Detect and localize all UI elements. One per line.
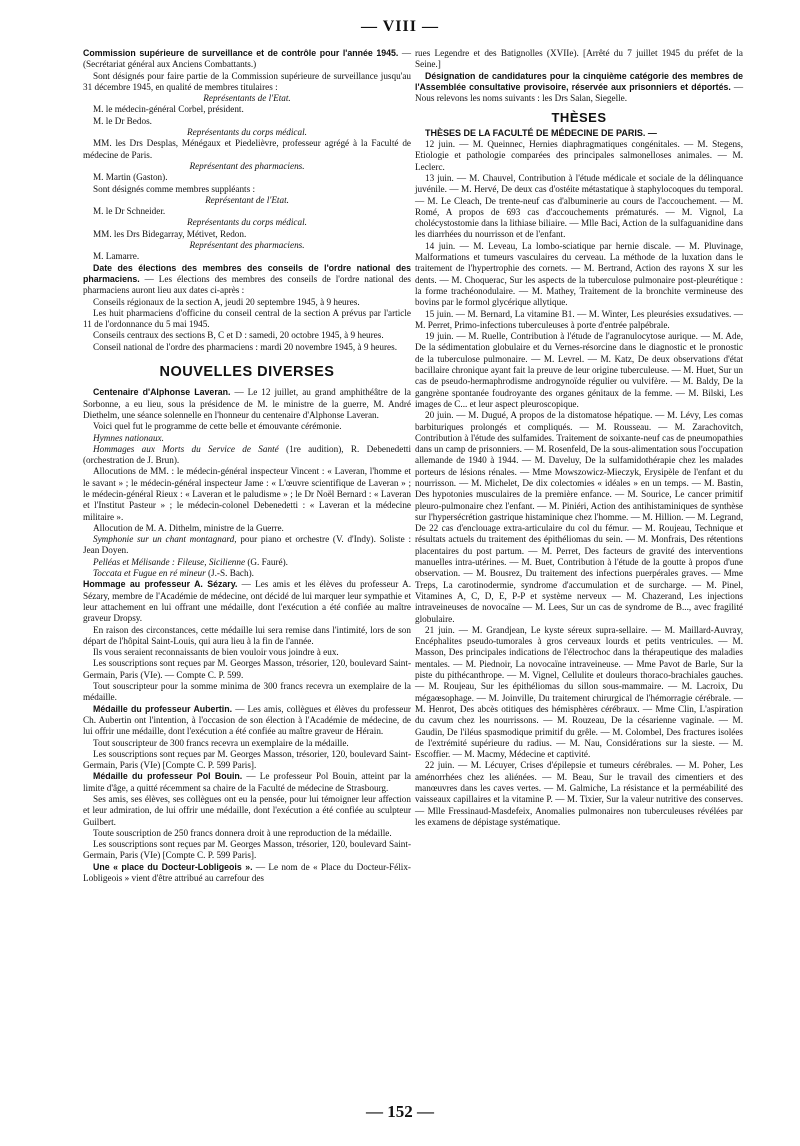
page-number: — 152 —: [366, 1102, 434, 1121]
desplas: MM. les Drs Desplas, Ménégaux et Piedelièvre, professeur agrégé à la Faculté de médecine de Paris.: [83, 138, 411, 160]
theses-22-juin: 22 juin. — M. Lécuyer, Crises d'épilepsie et tumeurs cérébrales. — M. Poher, Les aménorrhées chez les aliénées. — M. Beau, Sur le travail des cimentiers et des manœuvres dans les caves vertes. — M. Galmiche, La résistance et la perméabilité des vaisseaux capillaires et la vitamine P. — M. Tixier, Sur la valeur nutritive des conserves. — Mlle Fressinaud-Masdefeix, Anomalies pulmonaires non tuberculeuses révélées par les examens de dépistage systématique.: [415, 760, 743, 827]
circonstances: En raison des circonstances, cette médaille lui sera remise dans l'intimité, lors de son départ de l'hôpital Saint-Louis, qui aura lieu à la fin de l'année.: [83, 624, 411, 646]
pelleas-title: Pelléas et Mélisande : Fileuse, Sicilienne: [93, 556, 246, 567]
theses-20-juin: 20 juin. — M. Dugué, A propos de la distomatose hépatique. — M. Lévy, Les comas barbituriques prolongés et compliqués. — M. Rousseau. — M. Zarachovitch, Contribution à l'étude des sulfamides. Traitement de soixante-neuf cas de pneumopathies dans un camp de prisonniers. — M. Rosenfeld, De la sous-alimentation sous l'occupation allemande de 1940 à 1944. — M. Daveluy, De la sulfamidothérapie chez les malades porteurs de lésions rénales. — Mme Mowszowicz-Mieczyk, Erysipèle de l'enfant et du nourrisson. — M. Michelet, De dix colectomies « idéales » en un temps. — M. Bastin, Des hypotonies musculaires de la première enfance. — M. Sourice, Le cancer primitif pleuro-pulmonaire chez l'enfant. — M. Piniéri, Action des antihistaminiques de synthèse sur l'hypersécrétion gastrique histaminique chez l'homme. — M. Hillion. — M. Legrand, De 22 cas d'enclouage extra-articulaire du col du fémur. — M. Roujeau, Technique et résultats actuels du traitement des épithéliomas du sein. — M. Monfrais, Des rétentions placentaires du post partum. — M. Perret, Des facteurs de gravité des interventions manuelles intra-utérines. — M. Buet, Contribution à l'étude de la goutte à propos d'une observation. — M. Bousrez, Du traitement des infections puerpérales graves. — Mme Treps, La carotinodermie, syndrome d'accumulation et de surcharge. — M. Pinel, Vitamines A, C, D, E, P-P et système nerveux — M. Chazerand, Les injections intraveineuses de novocaïne — M. Lees, Sur un cas de syndrome de B..., avec fragilité globulaire.: [415, 410, 744, 624]
martin: M. Martin (Gaston).: [93, 172, 168, 183]
bedos: M. le Dr Bedos.: [93, 115, 152, 126]
sezary-text: — Les amis et les élèves du professeur A. Sézary, membre de l'Académie de médecine, ont décidé de lui marquer leur sympathie et leur attachement en lui offrant une médaille, dont l'exécution a été confiée au maître graveur Dropsy.: [83, 579, 411, 624]
laveran-paragraph: [83, 387, 411, 421]
suppleants: Sont désignés comme membres suppléants :: [93, 183, 256, 194]
aubertin-text: — Les amis, collègues et élèves du professeur Ch. Aubertin ont l'intention, à l'occasion de son élection à l'Académie de médecine, de lui offrir une médaille, dont l'exécution a été confiée au maître graveur de Hérain.: [83, 703, 411, 737]
sezary-paragraph: [83, 579, 411, 624]
conseil-national: Conseil national de l'ordre des pharmaciens : mardi 20 novembre 1945, à 9 heures.: [93, 341, 397, 352]
theses-14-juin: 14 juin. — M. Leveau, La lombo-sciatique par hernie discale. — M. Pluvinage, Malformations et tumeurs vasculaires du cerveau. La méthode de la luxation dans le traitement de l'hypertrophie des cornets. — M. Bertrand, Action des rayons X sur les dents. — M. Choquerac, Sur les aspects de la tuberculose pulmonaire post-pleurétique : la forme trachéonodulaire. — M. Mathey, Traitement de la bronchite vermineuse des bovins par le formol glycérique allytique.: [415, 240, 743, 308]
souscripteur-2: Tout souscripteur de 300 francs recevra un exemplaire de la médaille.: [93, 737, 349, 748]
pelleas-text: (G. Fauré).: [245, 556, 288, 567]
aubertin-title: Médaille du professeur Aubertin.: [93, 703, 233, 714]
souscriptions-3: Les souscriptions sont reçues par M. Georges Masson, trésorier, 120, boulevard Saint-Germain, Paris (VIe) [Compte C. P. 599 Paris].: [83, 839, 411, 861]
commission-text: — (Secrétariat général aux Anciens Combattants.): [83, 48, 412, 70]
theses-15-juin: 15 juin. — M. Bernard, La vitamine B1. — M. Winter, Les pleurésies exsudatives. — M. Perret, Primo-infections tuberculeuses à porte d'entrée palpébrale.: [415, 308, 743, 330]
theses-13-juin: 13 juin. — M. Chauvel, Contribution à l'étude médicale et sociale de la délinquance juvénile. — M. Hervé, De deux cas d'ostéite métastatique à staphylocoques du temporal. — M. Le Cleach, De trente-neuf cas d'albuminerie au cours de l'accouchement. — M. Romé, A propos de 693 cas d'accouchements prématurés. — M. Vignol, La cholécystostomie dans la lithiase biliaire. — Mlle Baci, Action de la sulfaguanidine dans les diarrhées du nourrisson et de l'enfant.: [415, 172, 743, 240]
rep-etat-2: Représentant de l'Etat.: [205, 194, 289, 205]
allocutions: Allocutions de MM. : le médecin-général inspecteur Vincent : « Laveran, l'homme et le savant » ; le médecin-général inspecteur Jame : « L'œuvre scientifique de Laveran » ; le médecin-général Rieux : « Laveran et le paludisme » ; le Dr Noël Bernard : « Laveran et l'Institut Pasteur » ; le médecin-colonel Debenedetti : « Laveran et la médecine militaire ».: [83, 466, 411, 522]
bouin-text: — Le professeur Pol Bouin, atteint par la limite d'âge, a quitté récemment sa chaire de la Faculté de médecine de Strasbourg.: [83, 771, 412, 793]
theses-19-juin: 19 juin. — M. Ruelle, Contribution à l'étude de l'agranulocytose aurique. — M. Ade, De la sédimentation globulaire et du Vernes-résorcine dans le diagnostic et le pronostic de la tuberculose pulmonaire. — M. Levrel. — M. Katz, De deux observations d'état bacillaire chronique ayant fait la preuve de leur origine tuberculeuse. — M. Huet, Sur un cas de pseudo-hermaphrodisme androgynoïde régulier ou vulvifère. — M. Baldy, De la gangrène spontanée foudroyante des organes génitaux de la femme. — M. Bilski, Les images de C... et leur aspect pleuroscopique.: [415, 331, 743, 409]
toccata-text: (J.-S. Bach).: [205, 568, 254, 579]
rep-etat: Représentants de l'Etat.: [203, 93, 291, 104]
souscripteur-1: Tout souscripteur pour la somme minima de 300 francs recevra un exemplaire de la médaille.: [83, 681, 411, 703]
souscriptions-1: Les souscriptions sont reçues par M. Georges Masson, trésorier, 120, boulevard Saint-Germain, Paris (VIe). — Compte C. P. 599.: [83, 658, 411, 680]
designation-paragraph: [415, 71, 743, 105]
theses-21-juin: 21 juin. — M. Grandjean, Le kyste séreux supra-sellaire. — M. Maillard-Auvray, Encéphalites pseudo-tumorales à gros cerveaux lourds et petits ventricules. — M. Masson, Des principales indications de l'électrochoc dans la thérapeutique des maladies mentales. — M. Piednoir, La novocaïne intraveineuse. — Mme Pavot de Barle, Sur la piste du pithécanthrope. — M. Vignel, Cellulite et douleurs thoraco-brachiales gauches. — M. Roujeau, Sur les épithéliomas du sillon sous-mammaire. — M. Lacroix, Du mégaœsophage. — M. Joinville, Du traitement chirurgical de l'hémorragie cérébrale. — M. Henrot, Des abcès otitiques des hémisphères cérébraux. — Mme Clin, L'aspiration du cavum chez les nourrissons. — M. Rouzeau, De la césarienne vaginale. — M. Gaudin, De l'iléus spasmodique primitif du grêle. — M. Colombel, Des fractures isolées de l'extrémité supérieure du radius. — M. Nau, Considérations sur la sieste. — M. Escoffier. — M. Macmy, Médecine et captivité.: [415, 624, 743, 760]
rep-pharm-2: Représentant des pharmaciens.: [189, 240, 305, 251]
rep-pharm: Représentant des pharmaciens.: [189, 160, 305, 171]
rep-corps-2: Représentants du corps médical.: [187, 217, 307, 228]
symphonie-paragraph: [83, 534, 411, 557]
laveran-text: — Le 12 juillet, au grand amphithéâtre de la Sorbonne, a eu lieu, sous la présidence de M. le ministre de la guerre, M. André Diethelm, une séance solennelle en l'honneur du centenaire d'Alphonse Laveran.: [83, 387, 411, 420]
section-title-theses: THÈSES: [551, 110, 607, 126]
elections-paragraph: [83, 263, 411, 297]
page-header: — VIII —: [361, 18, 439, 35]
aubertin-paragraph: [83, 704, 411, 738]
place-title: Une « place du Docteur-Lobligeois ».: [93, 861, 253, 872]
commission-title: Commission supérieure de surveillance et de contrôle pour l'année 1945.: [83, 48, 399, 58]
place-continuation: rues Legendre et des Batignolles (XVIIe). [Arrêté du 7 juillet 1945 du préfet de la Seine.]: [415, 48, 743, 70]
commission-p2: Sont désignés pour faire partie de la Commission supérieure de surveillance jusqu'au 31 décembre 1945, en qualité de membres titulaires :: [83, 70, 411, 92]
symphonie-text: pour piano et orchestre (V. d'Indy). Soliste : Jean Doyen.: [83, 534, 411, 556]
lamarre: M. Lamarre.: [93, 251, 140, 262]
toccata-title: Toccata et Fugue en ré mineur: [93, 568, 206, 579]
conseils-centraux: Conseils centraux des sections B, C et D : samedi, 20 octobre 1945, à 9 heures.: [93, 330, 384, 341]
programme: Voici quel fut le programme de cette belle et émouvante cérémonie.: [93, 421, 342, 432]
schneider: M. le Dr Schneider.: [93, 206, 166, 217]
bouin-paragraph: [83, 771, 411, 794]
reconnaissants: Ils vous seraient reconnaissants de bien vouloir vous joindre à eux.: [93, 647, 339, 658]
faculte-heading: THÈSES DE LA FACULTÉ DE MÉDECINE DE PARIS. —: [425, 127, 657, 138]
officine: Les huit pharmaciens d'officine du conseil central de la section A prévus par l'article 11 de l'ordonnance du 5 mai 1945.: [83, 307, 411, 330]
left-column: [83, 48, 411, 884]
designation-title: Désignation de candidatures pour la cinquième catégorie des membres de l'Assemblée consultative provisoire, réservée aux prisonniers et déportés.: [415, 70, 743, 92]
elections-text: — Les élections des membres des conseils de l'ordre national des pharmaciens auront lieu aux dates ci-après :: [83, 273, 411, 296]
theses-12-juin: 12 juin. — M. Queinnec, Hernies diaphragmatiques congénitales. — M. Stegens, Etiologie et pathologie comparées des principales salmonelloses animales. — M. Leclerc.: [415, 139, 743, 172]
bidegarray: MM. les Drs Bidegarray, Métivet, Redon.: [93, 228, 247, 239]
souscripteur-3: Toute souscription de 250 francs donnera droit à une reproduction de la médaille.: [93, 827, 392, 838]
place-text: — Le nom de « Place du Docteur-Félix-Lobligeois » vient d'être attribué au carrefour des: [83, 861, 411, 884]
hymnes: Hymnes nationaux.: [93, 432, 164, 443]
souscriptions-2: Les souscriptions sont reçues par M. Georges Masson, trésorier, 120, boulevard Saint-Germain, Paris (VIe) [Compte C. P. 599 Paris].: [83, 748, 411, 771]
commission-paragraph: [83, 48, 411, 71]
laveran-title: Centenaire d'Alphonse Laveran.: [93, 387, 231, 398]
bouin-p2: Ses amis, ses élèves, ses collègues ont eu la pensée, pour lui témoigner leur affection et leur admiration, de lui offrir une médaille, dont l'exécution a été confiée au sculpteur Guilbert.: [83, 794, 411, 827]
designation-text: — Nous relevons les noms suivants : les Drs Salan, Siegelle.: [415, 81, 744, 104]
hommages-paragraph: [83, 444, 411, 467]
toccata-paragraph: [83, 568, 411, 579]
hommages-text: (1re audition), R. Debenedetti (orchestration de J. Brun).: [83, 443, 411, 466]
symphonie-title: Symphonie sur un chant montagnard,: [93, 534, 237, 545]
place-paragraph: [83, 862, 411, 885]
elections-title: Date des élections des membres des conseils de l'ordre national des pharmaciens.: [83, 262, 411, 284]
pelleas-paragraph: [83, 557, 411, 568]
sezary-title: Hommage au professeur A. Sézary.: [83, 579, 238, 590]
conseils-regionaux: Conseils régionaux de la section A, jeudi 20 septembre 1945, à 9 heures.: [93, 296, 360, 307]
section-title-nouvelles: NOUVELLES DIVERSES: [159, 364, 335, 381]
rep-corps: Représentants du corps médical.: [187, 127, 307, 138]
hommages-title: Hommages aux Morts du Service de Santé: [93, 443, 279, 454]
bouin-title: Médaille du professeur Pol Bouin.: [93, 771, 243, 782]
right-column: [415, 48, 743, 828]
dithelm: Allocution de M. A. Dithelm, ministre de la Guerre.: [93, 522, 284, 533]
corbel: M. le médecin-général Corbel, président.: [93, 104, 244, 115]
